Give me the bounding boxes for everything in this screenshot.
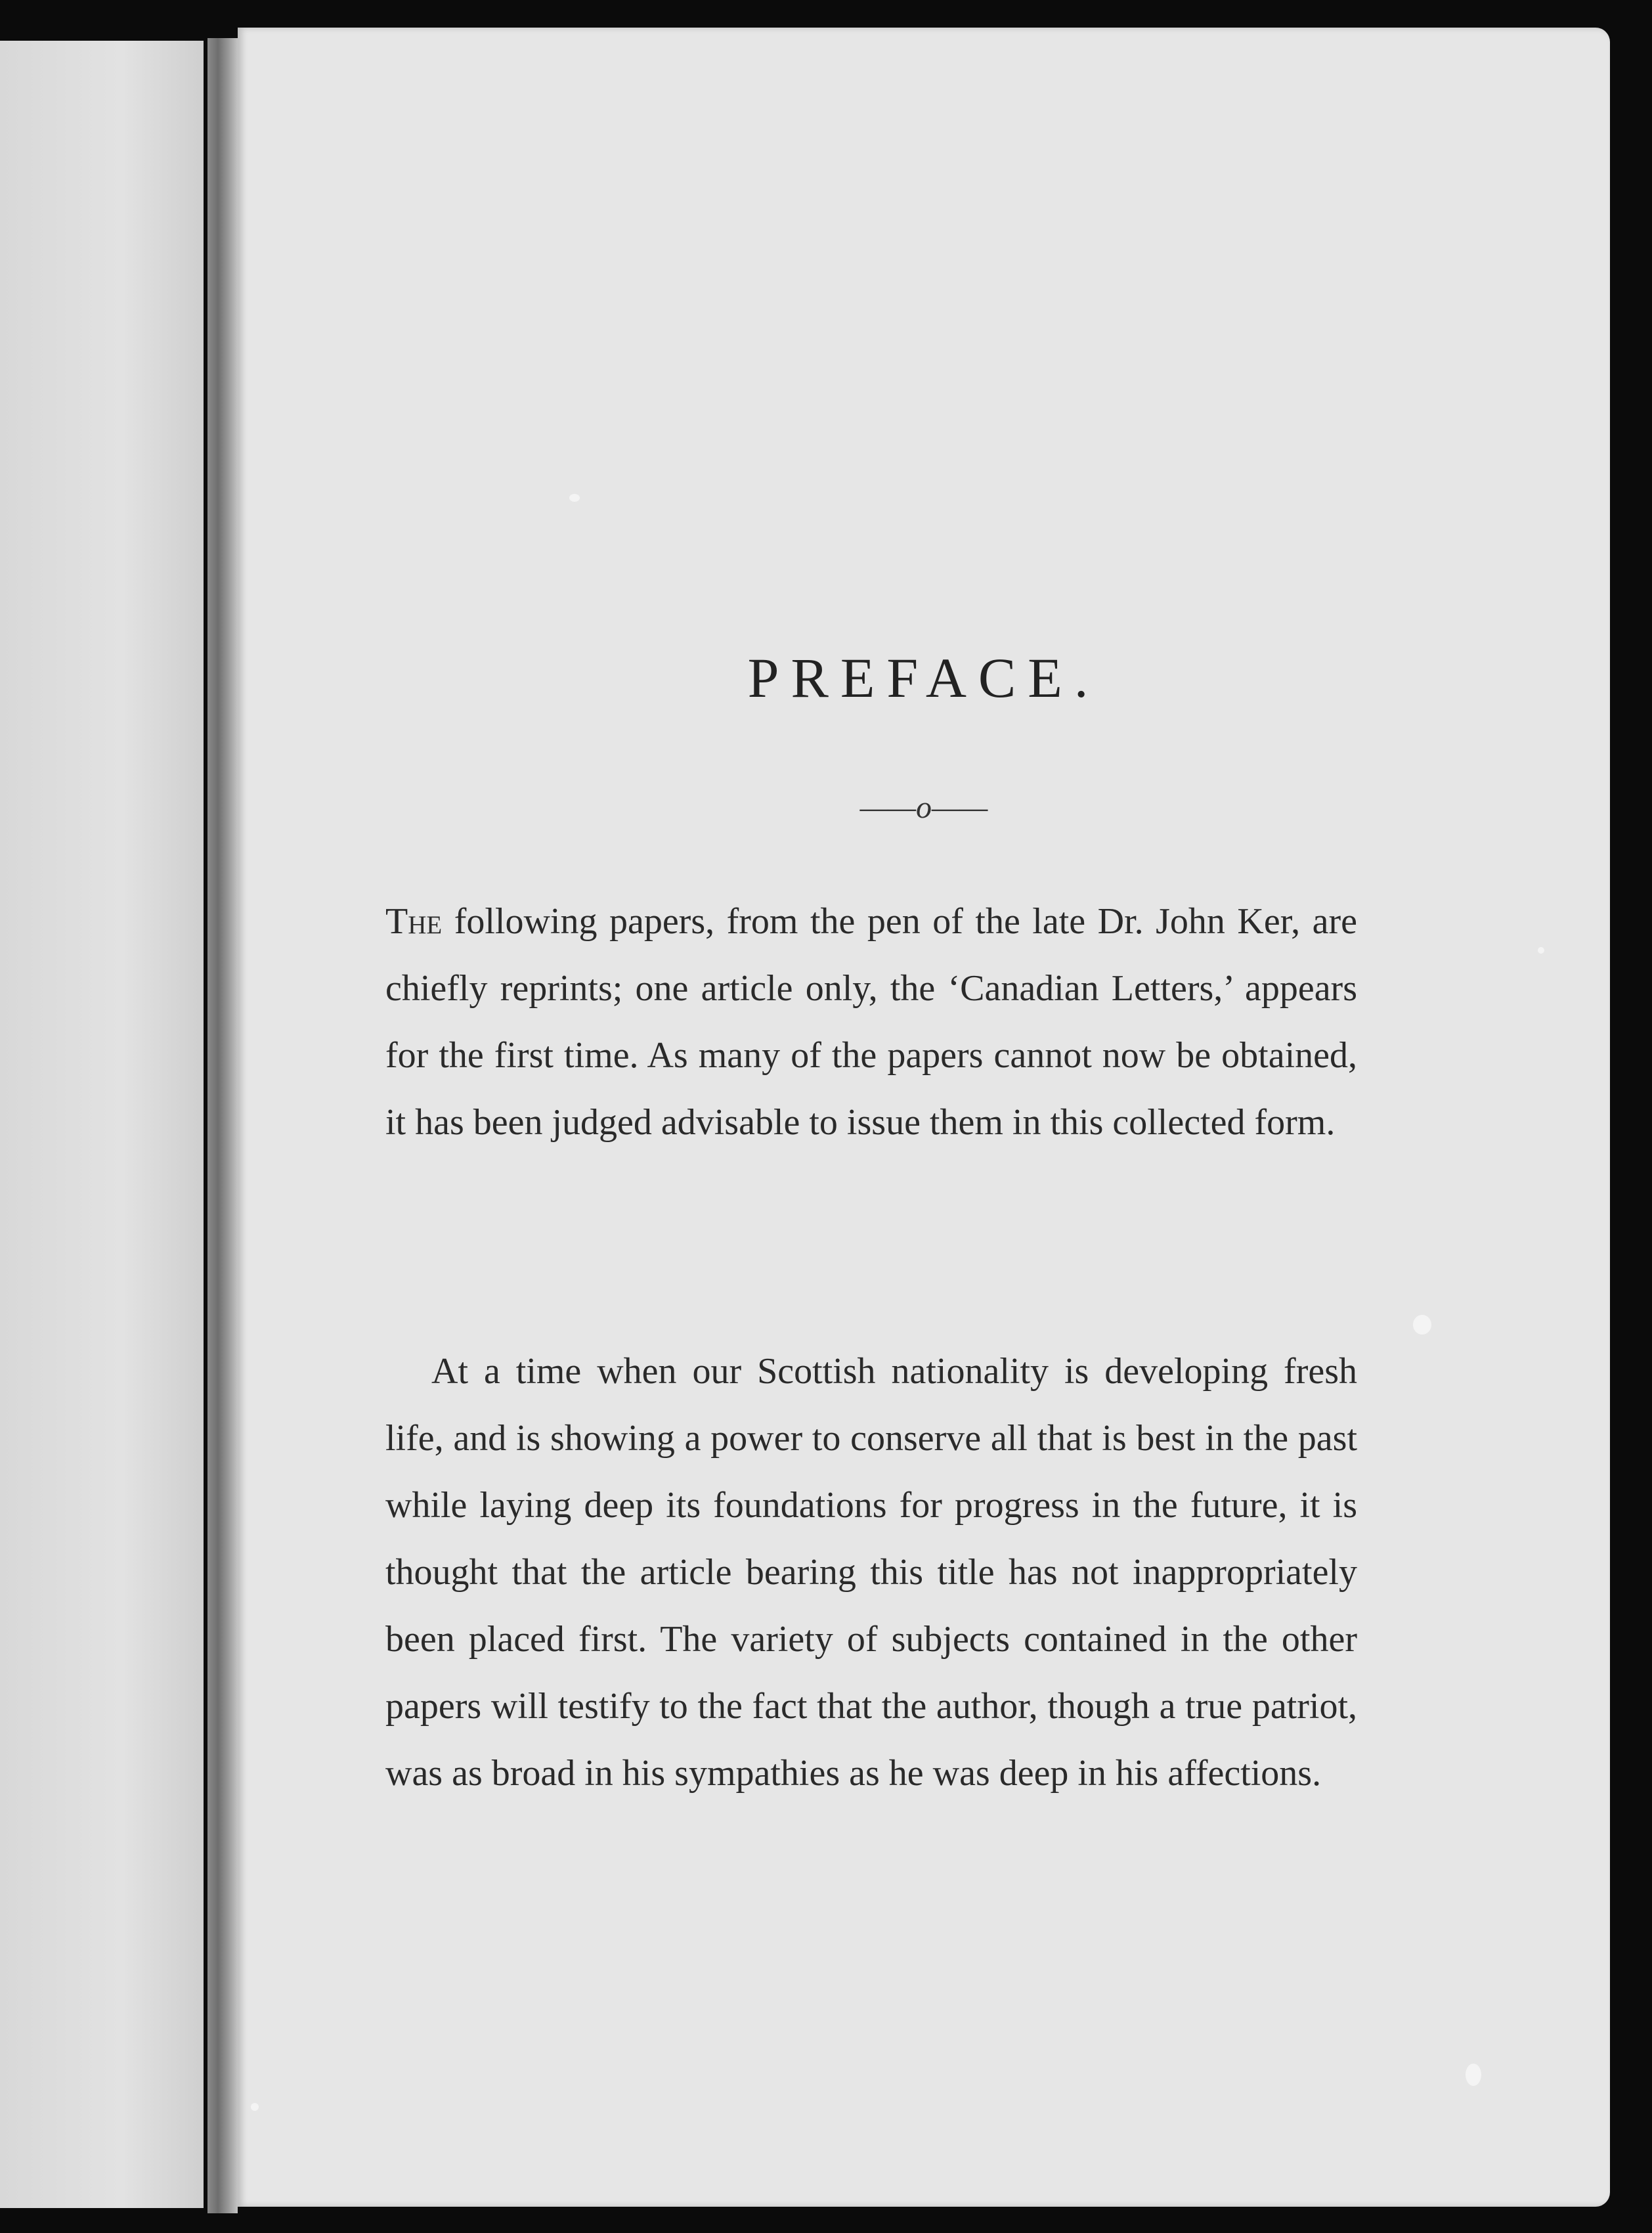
preface-paragraph-1 xyxy=(385,888,1357,1156)
dust-speck xyxy=(1466,2064,1481,2086)
dust-speck xyxy=(1538,947,1544,954)
dust-speck xyxy=(1413,1315,1431,1335)
paragraph-1-text: following papers, from the pen of the late Dr. John Ker, are chiefly reprints; one article only, the ‘Canadian Letters,’ appears for the first time. As many of the papers cannot now be obtained, it has been judged advisable to issue them in this collected form. xyxy=(385,901,1357,1143)
page-title: PREFACE. xyxy=(747,646,1100,709)
drop-word: The xyxy=(385,901,443,942)
dust-speck xyxy=(569,494,580,502)
book-spine xyxy=(207,38,238,2213)
preface-page xyxy=(238,28,1610,2207)
dust-speck xyxy=(251,2103,259,2111)
preface-paragraph-2: At a time when our Scottish nationality is developing fresh life, and is showing a power to conserve all that is best in the past while laying deep its foundations for progress in the future, it is thought that the article bearing this title has not inappropriately been placed first. The variety of subjects contained in the other papers will testify to the fact that the author, though a true patriot, was as broad in his sympathies as he was deep in his affections. xyxy=(385,1351,1357,1794)
left-page-edge xyxy=(0,41,204,2208)
ornament-divider: ——o—— xyxy=(859,790,988,825)
